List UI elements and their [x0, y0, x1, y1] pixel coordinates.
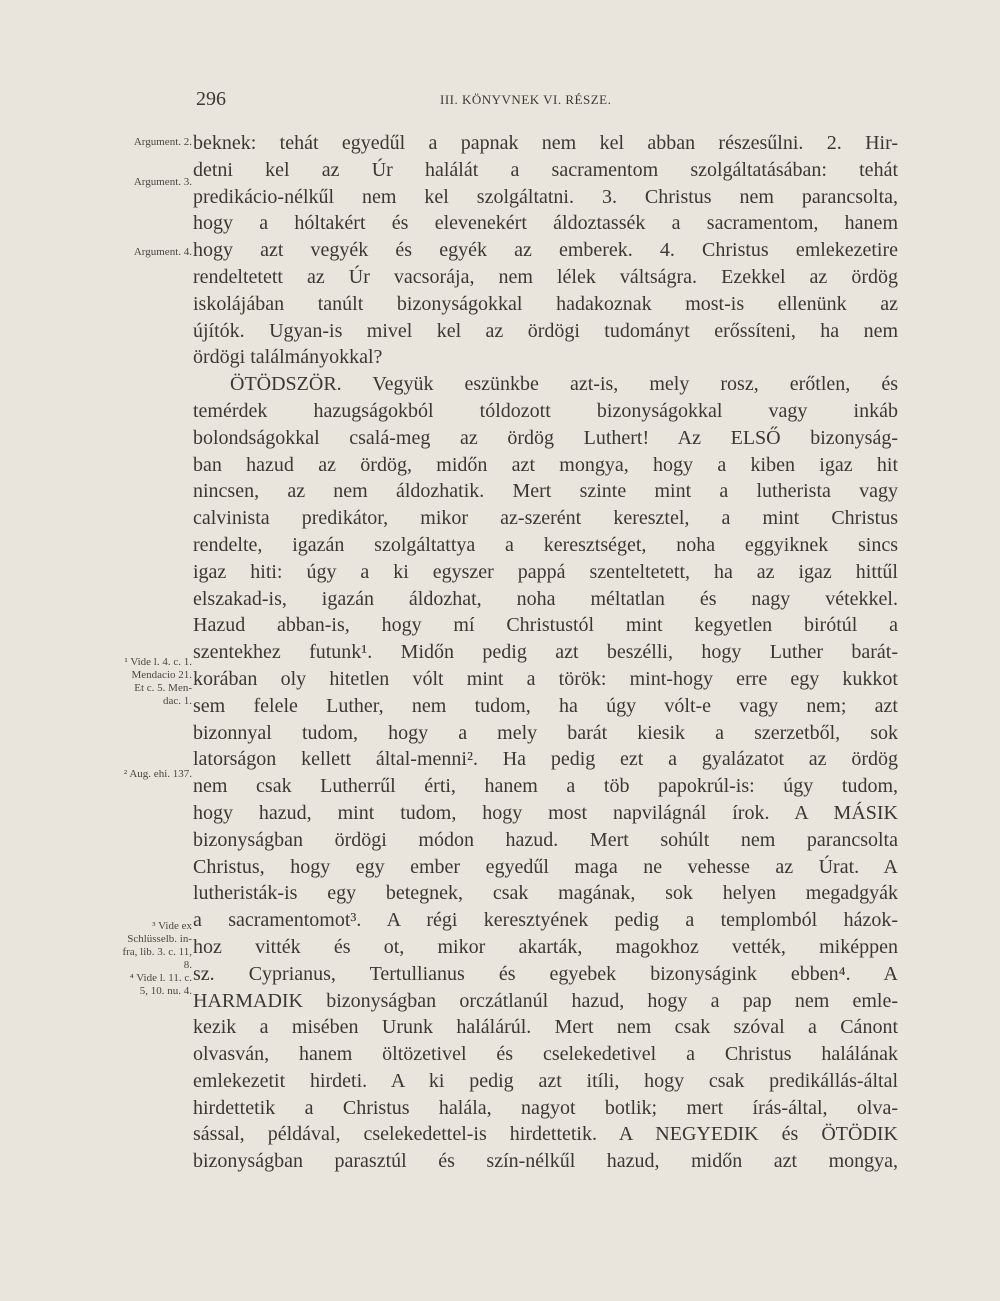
- text-line: korában oly hitetlen vólt mint a török: mint-hogy erre egy kukkot: [193, 667, 898, 690]
- text-line: sem felele Luther, nem tudom, ha úgy vólt-e vagy nem; azt: [193, 694, 898, 717]
- text-line: bizonyságban ördögi módon hazud. Mert sohúlt nem parancsolta: [193, 828, 898, 851]
- text-line: predikácio-nélkűl nem kel szolgáltatni. 3. Christus nem parancsolta,: [193, 185, 898, 208]
- margin-note: [80, 136, 192, 149]
- text-line: lutheristák-is egy betegnek, csak magának, sok helyen megadgyák: [193, 882, 898, 905]
- margin-note-line: ² Aug. ehi. 137.: [123, 768, 192, 780]
- text-line: hoz vitték és ot, mikor akarták, magokhoz vették, miképpen: [193, 935, 898, 958]
- text-line: rendeltetett az Úr vacsorája, nem lélek váltságra. Ezekkel az ördög: [193, 265, 898, 288]
- text-line: Hazud abban-is, hogy mí Christustól mint kegyetlen birótúl a: [193, 614, 898, 637]
- text-line: detni kel az Úr halálát a sacramentom szolgáltatásában: tehát: [193, 158, 898, 181]
- margin-note: [80, 656, 192, 708]
- text-line: sással, példával, cselekedettel-is hirdettetik. A NEGYEDIK és ÖTÖDIK: [193, 1123, 898, 1146]
- margin-note-line: Et c. 5. Men-: [134, 682, 192, 694]
- text-line: hogy a hóltakért és elevenekért áldoztassék a sacramentom, hanem: [193, 212, 898, 235]
- text-line: újítók. Ugyan-is mivel kel az ördögi tudományt erőssíteni, ha nem: [193, 319, 898, 342]
- page-number: 296: [196, 88, 226, 110]
- text-line: szentekhez futunk¹. Midőn pedig azt beszélli, hogy Luther barát-: [193, 641, 898, 664]
- text-line: calvinista predikátor, mikor az-szerént keresztel, a mint Christus: [193, 507, 898, 530]
- margin-note: [80, 768, 192, 781]
- text-line: a sacramentomot³. A régi keresztyének pedig a templomból házok-: [193, 909, 898, 932]
- text-line: olvasván, hanem öltözetivel és cselekedetivel a Christus halálának: [193, 1043, 898, 1066]
- page-header: [0, 88, 1000, 112]
- text-line: nem csak Lutherrűl érti, hanem a töb papokrúl-is: úgy tudom,: [193, 775, 898, 798]
- margin-note: [80, 176, 192, 189]
- text-line: bizonnyal tudom, hogy a mely barát kiesik a szerzetből, sok: [193, 721, 898, 744]
- margin-note-line: Argument. 4.: [133, 246, 192, 258]
- margin-note: [80, 920, 192, 998]
- margin-note-line: fra, lib. 3. c. 11,: [122, 946, 192, 958]
- margin-note-line: ⁴ Vide l. 11. c.: [129, 972, 192, 984]
- margin-note-line: Mendacio 21.: [131, 669, 192, 681]
- text-line: hogy azt vegyék és egyék az emberek. 4. Christus emlekezetire: [193, 239, 898, 262]
- text-line: rendelte, igazán szolgáltattya a keresztséget, noha eggyiknek sincs: [193, 533, 898, 556]
- text-line: hirdettetik a Christus halála, nagyot botlik; mert írás-által, olva-: [193, 1096, 898, 1119]
- text-line: Christus, hogy egy ember egyedűl maga ne vehesse az Úrat. A: [193, 855, 898, 878]
- margin-note-line: dac. 1.: [162, 695, 192, 707]
- margin-note-line: Argument. 3.: [133, 176, 192, 188]
- text-line: emlekezetit hirdeti. A ki pedig azt itíli, hogy csak predikállás-által: [193, 1069, 898, 1092]
- running-head: III. KÖNYVNEK VI. RÉSZE.: [440, 92, 612, 107]
- text-line: beknek: tehát egyedűl a papnak nem kel abban részesűlni. 2. Hir-: [193, 132, 898, 154]
- text-line: elszakad-is, igazán áldozhat, noha méltatlan és nagy vétekkel.: [193, 587, 898, 610]
- text-line: HARMADIK bizonyságban orczátlanúl hazud, hogy a pap nem emle-: [193, 989, 898, 1012]
- margin-note-line: Argument. 2.: [133, 136, 192, 148]
- margin-note-line: 5, 10. nu. 4.: [139, 985, 192, 997]
- text-line: nincsen, az nem áldozhatik. Mert szinte mint a lutherista vagy: [193, 480, 898, 503]
- text-line: ÖTÖDSZÖR. Vegyük eszünkbe azt-is, mely rosz, erőtlen, és: [230, 373, 898, 396]
- text-line: temérdek hazugságokból tóldozott bizonyságokkal vagy inkáb: [193, 399, 898, 422]
- text-line: ban hazud az ördög, midőn azt mongya, hogy a kiben igaz hit: [193, 453, 898, 476]
- text-line: hogy hazud, mint tudom, hogy most napvilágnál írok. A MÁSIK: [193, 801, 898, 824]
- text-line: igaz hiti: úgy a ki egyszer pappá szenteltetett, ha az igaz hittűl: [193, 560, 898, 583]
- text-line: bolondságokkal csalá-meg az ördög Luthert! Az ELSŐ bizonyság-: [193, 426, 898, 449]
- body-text: [193, 130, 898, 1175]
- text-line: kezik a misében Urunk halálárúl. Mert nem csak szóval a Cánont: [193, 1016, 898, 1039]
- margin-note-line: ¹ Vide l. 4. c. 1.: [124, 656, 192, 668]
- margin-note: [80, 246, 192, 259]
- text-line: latorságon kellett által-menni². Ha pedig ezt a gyalázatot az ördög: [193, 748, 898, 771]
- text-line: ördögi találmányokkal?: [193, 346, 383, 369]
- text-line: bizonyságban parasztúl és szín-nélkűl hazud, midőn azt mongya,: [193, 1150, 898, 1173]
- margin-note-line: 8.: [183, 959, 192, 971]
- margin-note-line: ³ Vide ex: [152, 920, 192, 932]
- text-line: sz. Cyprianus, Tertullianus és egyebek bizonyságink ebben⁴. A: [193, 962, 898, 985]
- text-line: iskolájában tanúlt bizonyságokkal hadakoznak most-is ellenünk az: [193, 292, 898, 315]
- margin-note-line: Schlüsselb. in-: [127, 933, 192, 945]
